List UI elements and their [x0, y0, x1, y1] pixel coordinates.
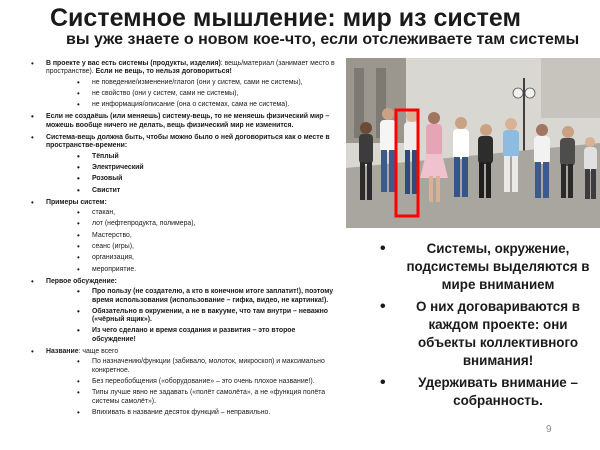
bullet-physical-world: • Если не создаёшь (или меняешь) систему-вещь, то не меняешь физический мир – можешь вообще ничего не делать, вещь физический мир не изменится. — [28, 113, 340, 130]
photo-building-right — [541, 58, 600, 118]
list-item: • сеанс (игры), — [46, 243, 340, 251]
bullet-examples-text: Примеры систем: — [46, 198, 107, 206]
list-item: • не поведение/изменение/глагол (они у систем, сами не системы), — [46, 79, 340, 87]
right-bullet: • Системы, окружение, подсистемы выделяются в мире вниманием — [378, 240, 594, 294]
slide-title: Системное мышление: мир из систем — [50, 4, 521, 32]
bullet-first-discussion-text: Первое обсуждение: — [46, 277, 117, 285]
dancers-photo — [346, 58, 600, 228]
bullet-system-thing-text: Система-вещь должна быть, чтобы можно было о ней договориться как о месте в пространстве-времени: — [46, 134, 330, 150]
list-item: • Впихивать в название десяток функций – неправильно. — [46, 409, 340, 417]
bullet-systems-emph: Если не вещь, то нельзя договориться! — [95, 68, 232, 76]
list-item: • Без переобобщения («оборудование» – это очень плохое название!). — [46, 378, 340, 386]
list-item: • стакан, — [46, 209, 340, 217]
list-item: • Из чего сделано и время создания и развития – это второе обсуждение! — [46, 327, 340, 344]
bullet-naming-rest: : чаще всего — [78, 348, 119, 356]
slide-subtitle: вы уже знаете о новом кое-что, если отслеживаете там системы — [66, 31, 580, 48]
list-item: • Свистит — [46, 187, 340, 195]
list-item: • не информация/описание (она о системах, сама не система). — [46, 101, 340, 109]
dancers-illustration — [346, 58, 600, 228]
left-column — [28, 60, 340, 420]
sub-list — [46, 79, 340, 110]
bullet-naming — [28, 348, 340, 417]
bullet-systems-in-project — [28, 60, 340, 109]
list-item: • Тёплый — [46, 153, 340, 161]
bullet-first-discussion — [28, 278, 340, 344]
list-item: • не свойство (они у систем, сами не системы), — [46, 90, 340, 98]
list-item: • По назначению/функции (забивало, молоток, микроскоп) и максимально конкретное. — [46, 358, 340, 375]
bullet-naming-lead: Название — [46, 348, 79, 356]
right-column — [378, 240, 594, 414]
right-bullet: • О них договариваются в каждом проекте: они объекты коллективного внимания! — [378, 298, 594, 370]
list-item: • организация, — [46, 254, 340, 262]
bullet-examples — [28, 199, 340, 274]
list-item: • Электрический — [46, 164, 340, 172]
sub-list — [46, 153, 340, 195]
right-bullet: • Удерживать внимание – собранность. — [378, 374, 594, 410]
photo-lamp — [513, 88, 523, 98]
sub-list — [46, 209, 340, 274]
photo-lamp — [525, 88, 535, 98]
bullet-systems-mid: : вещь/материал (занимает место в пространстве). — [46, 60, 335, 76]
list-item: • Розовый — [46, 175, 340, 183]
bullet-systems-lead: В проекте у вас есть системы (продукты, изделия) — [46, 60, 221, 67]
list-item: • мероприятие. — [46, 266, 340, 274]
page-number: 9 — [546, 424, 552, 435]
list-item: • Про пользу (не создателю, а кто в конечном итоге заплатит!), поэтому время использования (использование – гифка, видео, не картинка!). — [46, 288, 340, 305]
sub-list — [46, 358, 340, 417]
sub-list — [46, 288, 340, 344]
list-item: • Типы лучше явно не задавать («полёт самолёта», а не «функция полёта системы самолёт»). — [46, 389, 340, 406]
bullet-system-thing — [28, 134, 340, 195]
list-item: • лот (нефтепродукта, полимера), — [46, 220, 340, 228]
list-item: • Обязательно в окружении, а не в вакууме, что там внутри – неважно («чёрный ящик»). — [46, 308, 340, 325]
list-item: • Мастерство, — [46, 232, 340, 240]
